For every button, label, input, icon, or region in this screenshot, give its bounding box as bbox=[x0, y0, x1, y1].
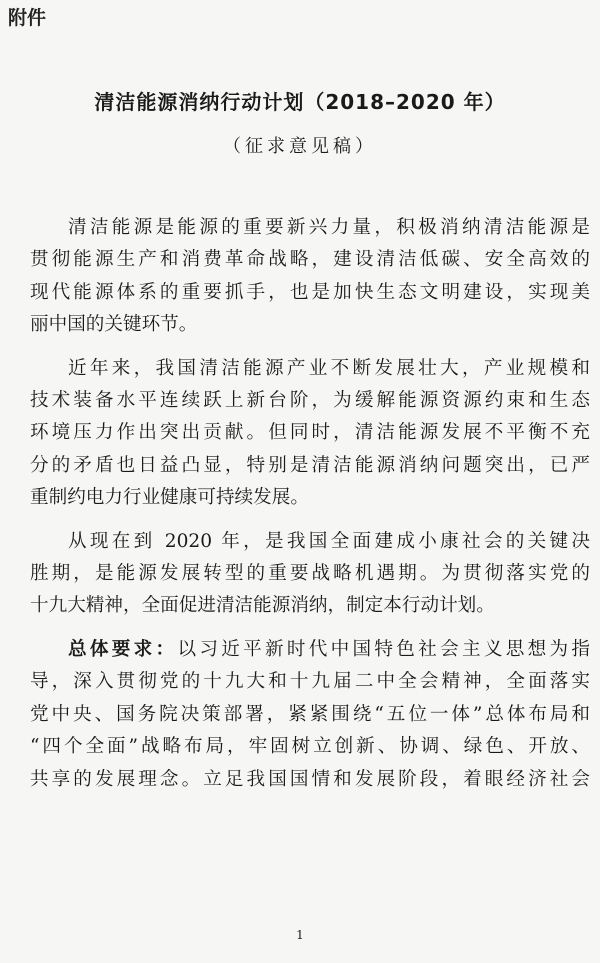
paragraph-line: 党中央、国务院决策部署，紧紧围绕“五位一体”总体布局和 bbox=[30, 703, 590, 725]
paragraph-line: 从现在到 2020 年，是我国全面建成小康社会的关键决 bbox=[68, 530, 590, 552]
paragraph-line: 导，深入贯彻党的十九大和十九届二中全会精神，全面落实 bbox=[30, 671, 590, 693]
paragraph-line: 近年来，我国清洁能源产业不断发展壮大，产业规模和 bbox=[68, 357, 590, 379]
paragraph-line: 现代能源体系的重要抓手，也是加快生态文明建设，实现美 bbox=[30, 281, 590, 303]
paragraph-line: 胜期，是能源发展转型的重要战略机遇期。为贯彻落实党的 bbox=[30, 563, 590, 585]
paragraph-line: 分的矛盾也日益凸显，特别是清洁能源消纳问题突出，已严 bbox=[30, 454, 590, 476]
paragraph-1 bbox=[30, 212, 590, 342]
paragraph-line: 清洁能源是能源的重要新兴力量，积极消纳清洁能源是 bbox=[68, 217, 590, 238]
paragraph-4 bbox=[30, 634, 590, 796]
paragraph-3 bbox=[30, 526, 590, 623]
paragraph-line: 环境压力作出突出贡献。但同时，清洁能源发展不平衡不充 bbox=[30, 422, 590, 444]
page-number: 1 bbox=[296, 928, 304, 942]
attachment-label: 附件 bbox=[8, 7, 47, 29]
paragraph-line: “四个全面”战略布局，牢固树立创新、协调、绿色、开放、 bbox=[30, 736, 590, 758]
paragraph-line: 十九大精神，全面促进清洁能源消纳，制定本行动计划。 bbox=[30, 595, 495, 617]
document-title: 清洁能源消纳行动计划（2018–2020 年） bbox=[94, 90, 506, 114]
paragraph-2 bbox=[30, 353, 590, 515]
paragraph-line: 重制约电力行业健康可持续发展。 bbox=[30, 487, 309, 509]
paragraph-line: 技术装备水平连续跃上新台阶，为缓解能源资源约束和生态 bbox=[30, 390, 590, 412]
paragraph-line: 共享的发展理念。立足我国国情和发展阶段，着眼经济社会 bbox=[30, 768, 590, 790]
document-subtitle: （征求意见稿） bbox=[223, 136, 377, 157]
document-body bbox=[30, 212, 590, 796]
paragraph-line-first bbox=[30, 634, 590, 666]
paragraph-line: 丽中国的关键环节。 bbox=[30, 314, 198, 336]
section-lead: 总体要求： bbox=[68, 638, 178, 660]
paragraph-line-text: 以习近平新时代中国特色社会主义思想为指 bbox=[177, 638, 590, 660]
paragraph-line: 贯彻能源生产和消费革命战略，建设清洁低碳、安全高效的 bbox=[30, 249, 590, 271]
